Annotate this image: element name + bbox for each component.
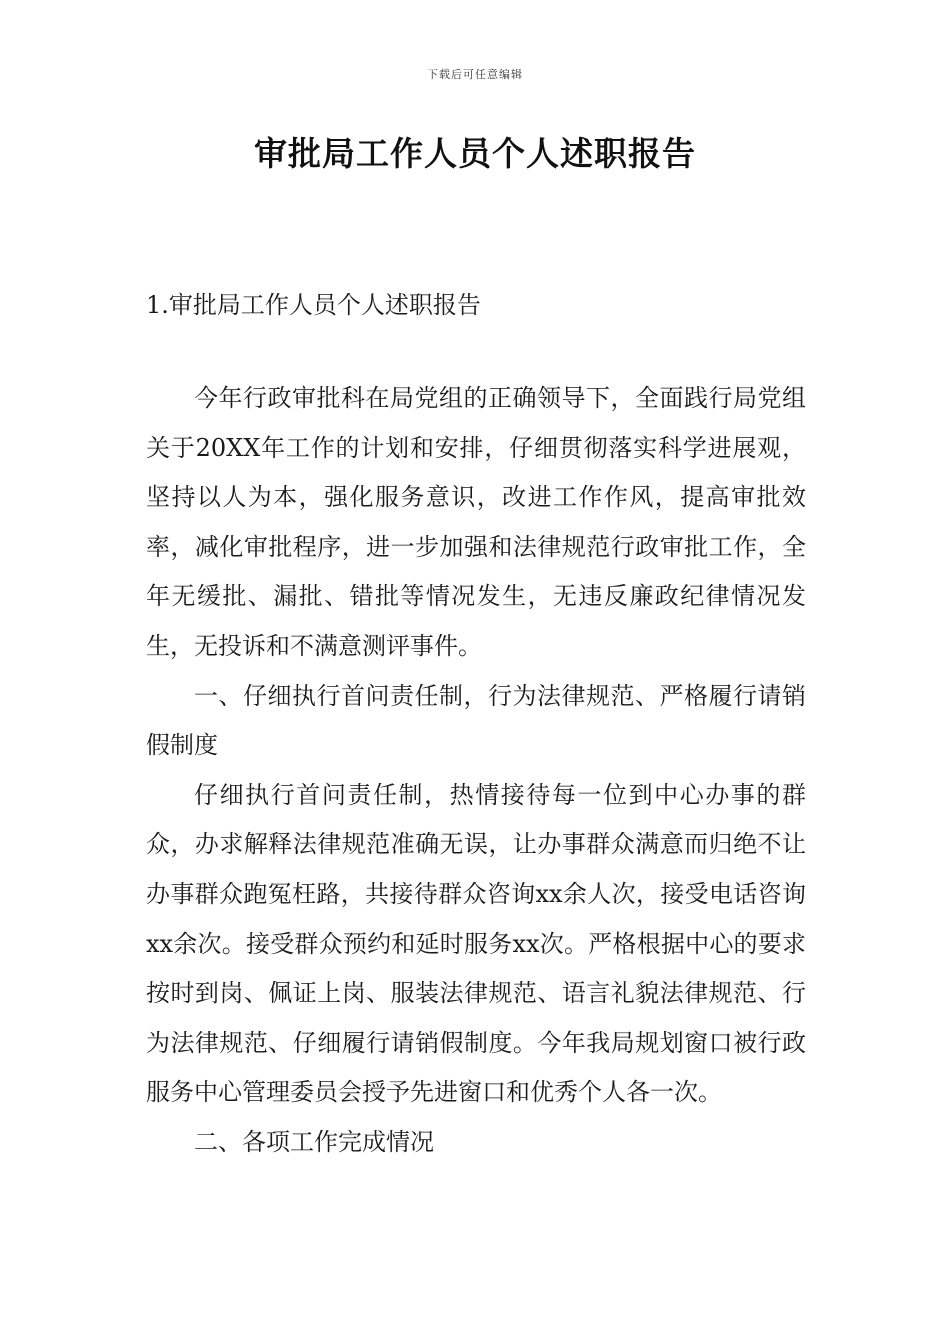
section-heading: 1.审批局工作人员个人述职报告 (146, 291, 481, 319)
paragraph: 一、仔细执行首问责任制，行为法律规范、严格履行请销假制度 (146, 681, 806, 760)
paragraph: 二、各项工作完成情况 (194, 1127, 434, 1156)
document-title: 审批局工作人员个人述职报告 (254, 134, 696, 173)
paragraph: 今年行政审批科在局党组的正确领导下，全面践行局党组关于20XX年工作的计划和安排，仔细贯彻落实科学进展观，坚持以人为本，强化服务意识，改进工作作风，提高审批效率，减化审批程序，进一步加强和法律规范行政审批工作，全年无缓批、漏批、错批等情况发生，无违反廉政纪律情况发生，无投诉和不满意测评事件。 (146, 384, 806, 660)
header-note: 下载后可任意编辑 (427, 68, 523, 81)
paragraph: 仔细执行首问责任制，热情接待每一位到中心办事的群众，办求解释法律规范准确无误，让办事群众满意而归绝不让办事群众跑冤枉路，共接待群众咨询xx余人次，接受电话咨询xx余次。接受群众预约和延时服务xx次。严格根据中心的要求按时到岗、佩证上岗、服装法律规范、语言礼貌法律规范、行为法律规范、仔细履行请销假制度。今年我局规划窗口被行政服务中心管理委员会授予先进窗口和优秀个人各一次。 (146, 780, 806, 1107)
document-body (146, 374, 806, 1168)
